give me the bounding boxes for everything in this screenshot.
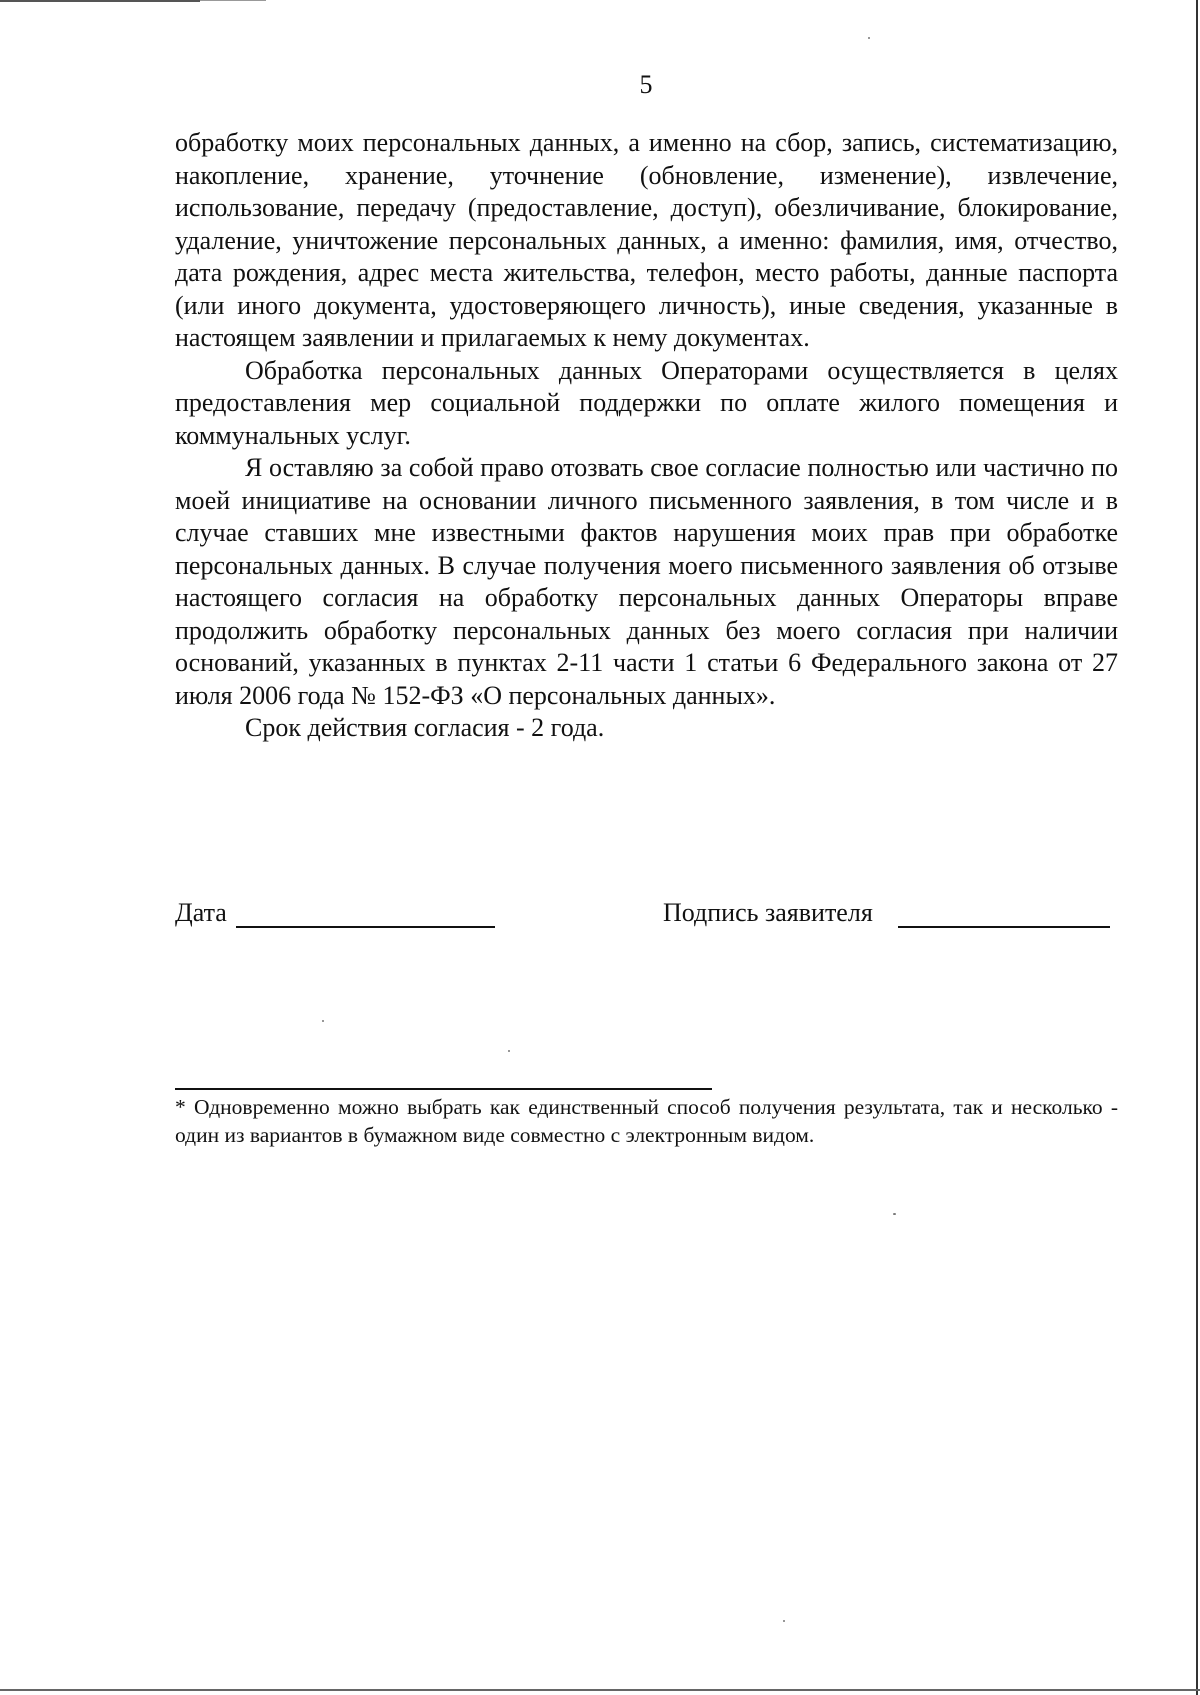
scan-edge-bottom <box>0 1689 1200 1691</box>
paragraph-consent-withdrawal: Я оставляю за собой право отозвать свое согласие полностью или частично по моей инициативе на основании личного письменного заявления, в том числе и в случае ставших мне известными фактов нарушения моих прав при обработке персональных данных. В случае получения моего письменного заявления об отзыве настоящего согласия на обработку персональных данных Операторы вправе продолжить обработку персональных данных без моего согласия при наличии оснований, указанных в пунктах 2-11 части 1 статьи 6 Федерального закона от 27 июля 2006 года № 152-ФЗ «О персональных данных». <box>175 453 1118 710</box>
footnote-rule <box>175 1088 712 1090</box>
scan-edge-right <box>1196 0 1198 1695</box>
date-label: Дата <box>175 898 227 927</box>
body-text <box>175 127 1118 745</box>
signature-label: Подпись заявителя <box>663 898 873 927</box>
scan-speck <box>893 1213 896 1215</box>
signature-row <box>175 897 1118 931</box>
scan-edge-top <box>0 0 200 2</box>
scan-speck <box>322 1020 324 1022</box>
scan-speck <box>868 37 870 39</box>
paragraph-continued: обработку моих персональных данных, а именно на сбор, запись, систематизацию, накопление, хранение, уточнение (обновление, изменение), извлечение, использование, передачу (предоставление, доступ), обезличивание, блокирование, удаление, уничтожение персональных данных, а именно: фамилия, имя, отчество, дата рождения, адрес места жительства, телефон, место работы, данные паспорта (или иного документа, удостоверяющего личность), иные сведения, указанные в настоящем заявлении и прилагаемых к нему документах. <box>175 128 1118 352</box>
scan-speck <box>508 1050 510 1052</box>
date-blank-line <box>236 926 495 928</box>
paragraph-consent-term: Срок действия согласия - 2 года. <box>245 713 605 742</box>
footnote: * Одновременно можно выбрать как единственный способ получения результата, так и несколько - один из вариантов в бумажном виде совместно с электронным видом. <box>175 1095 1118 1147</box>
paragraph-processing-purpose: Обработка персональных данных Операторами осуществляется в целях предоставления мер социальной поддержки по оплате жилого помещения и коммунальных услуг. <box>175 355 1118 450</box>
scan-edge-top-faint <box>200 0 266 1</box>
signature-blank-line <box>898 926 1110 928</box>
scan-speck <box>783 1620 785 1622</box>
page-number: 5 <box>639 70 653 99</box>
